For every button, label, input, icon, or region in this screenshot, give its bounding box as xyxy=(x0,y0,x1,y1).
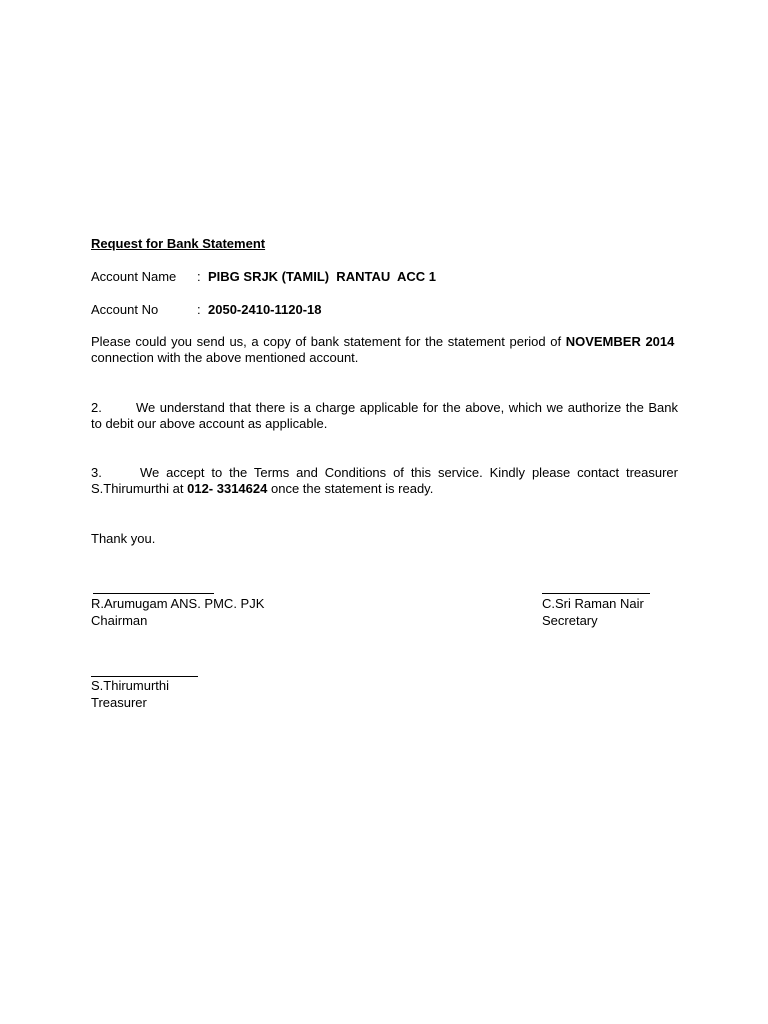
secretary-name: C.Sri Raman Nair xyxy=(542,596,644,611)
chairman-name: R.Arumugam ANS. PMC. PJK xyxy=(91,596,265,611)
treasurer-title: Treasurer xyxy=(91,695,147,710)
account-name-value: PIBG SRJK (TAMIL) RANTAU ACC 1 xyxy=(208,269,436,284)
statement-period: NOVEMBER 2014 xyxy=(565,334,675,349)
paragraph-2 xyxy=(91,400,678,432)
paragraph-1-text: Please could you send us, a copy of bank statement for the statement period of xyxy=(91,334,562,349)
account-no-label: Account No xyxy=(91,302,159,317)
closing-line: Thank you. xyxy=(91,531,156,546)
secretary-signature-line xyxy=(542,593,650,594)
paragraph-2-number: 2. xyxy=(91,400,102,415)
paragraph-1 xyxy=(91,334,678,366)
treasurer-name: S.Thirumurthi xyxy=(91,678,170,693)
paragraph-3-number: 3. xyxy=(91,465,102,480)
treasurer-phone: 012- 3314624 xyxy=(187,481,268,496)
account-no-value: 2050-2410-1120-18 xyxy=(208,302,322,317)
paragraph-3-tail: once the statement is ready. xyxy=(270,481,434,496)
letter-title: Request for Bank Statement xyxy=(91,236,266,251)
paragraph-3 xyxy=(91,465,678,497)
paragraph-2-text: We understand that there is a charge applicable for the above, which we authorize the Bank to debit our above account as applicable. xyxy=(91,400,678,431)
chairman-signature-line xyxy=(93,593,214,594)
secretary-title: Secretary xyxy=(542,613,598,628)
paragraph-1-tail: connection with the above mentioned account. xyxy=(91,350,359,365)
paragraph-3-text: We accept to the Terms and Conditions of this service. Kindly please contact treasurer S.Thirumurthi at xyxy=(91,465,678,496)
chairman-title: Chairman xyxy=(91,613,148,628)
account-name-separator: : xyxy=(197,269,201,284)
account-name-label: Account Name xyxy=(91,269,177,284)
account-no-separator: : xyxy=(197,302,201,317)
